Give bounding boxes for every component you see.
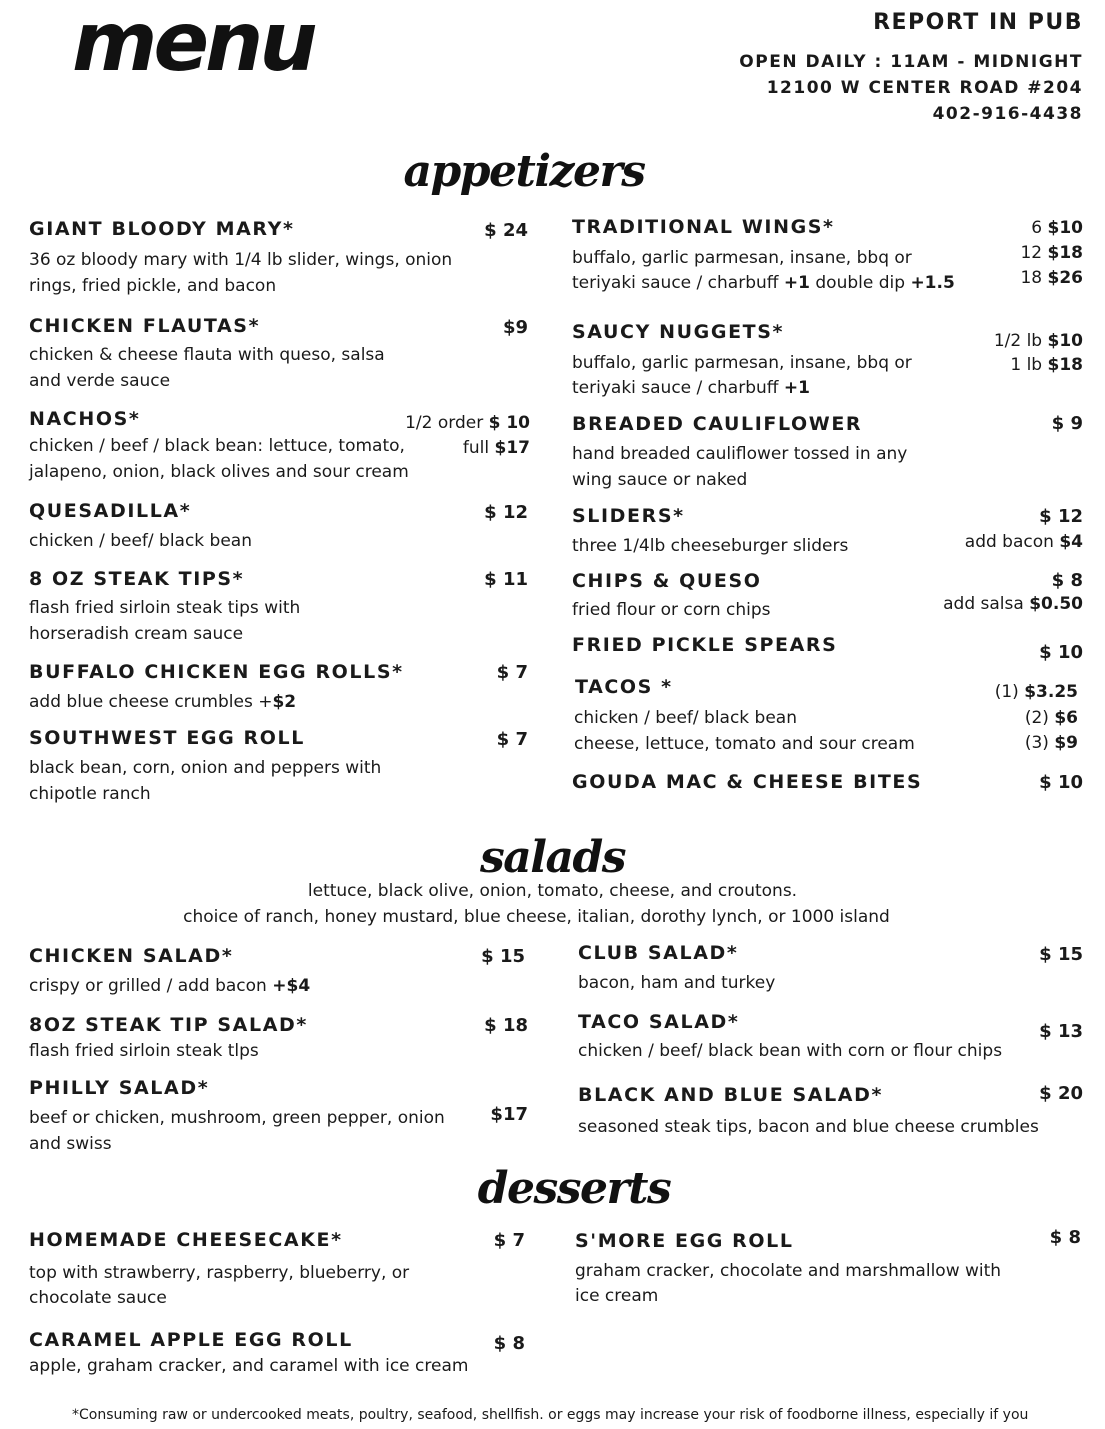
item-description: rings, fried pickle, and bacon [29, 276, 277, 296]
item-name: NACHOS* [29, 408, 141, 430]
price-value: $9 [1054, 733, 1078, 753]
price-tier [1020, 266, 1083, 291]
price-label: (3) [1024, 733, 1055, 753]
item-price: $ 7 [496, 662, 528, 683]
item-description: ice cream [575, 1286, 659, 1306]
item-price: $ 10 [1039, 642, 1083, 663]
price-tier [995, 680, 1078, 705]
item-price: $ 9 [1051, 413, 1083, 434]
price-label: 6 [1031, 218, 1048, 238]
desc-text: double dip [809, 273, 911, 293]
desc-text: teriyaki sauce / charbuff [572, 273, 784, 293]
item-price: $ 7 [493, 1230, 525, 1251]
item-description: top with strawberry, raspberry, blueberry, or [29, 1263, 410, 1283]
price-value: $10 [1047, 218, 1083, 238]
item-name: BLACK AND BLUE SALAD* [578, 1084, 884, 1106]
item-description: chocolate sauce [29, 1288, 167, 1308]
item-price: $17 [490, 1104, 528, 1125]
item-description [29, 689, 296, 715]
item-price: $ 12 [484, 502, 528, 523]
item-description: and swiss [29, 1134, 112, 1154]
phone: 402-916-4438 [932, 104, 1083, 124]
item-name: GOUDA MAC & CHEESE BITES [572, 771, 923, 793]
price-value: $26 [1047, 268, 1083, 288]
item-description: hand breaded cauliflower tossed in any [572, 444, 908, 464]
item-name: BREADED CAULIFLOWER [572, 413, 863, 435]
appetizers-heading: appetizers [403, 146, 645, 197]
item-description: chicken & cheese flauta with queso, salsa [29, 345, 385, 365]
item-description [572, 375, 810, 401]
price-value: $3.25 [1024, 682, 1078, 702]
salads-heading: salads [479, 832, 626, 883]
item-description: 36 oz bloody mary with 1/4 lb slider, wings, onion [29, 250, 453, 270]
address: 12100 W CENTER ROAD #204 [766, 78, 1083, 98]
item-description: cheese, lettuce, tomato and sour cream [574, 734, 915, 754]
item-price: $ 15 [481, 946, 525, 967]
price-label: 1 lb [1010, 355, 1048, 375]
price-tier [1025, 706, 1078, 731]
item-price-full [463, 436, 530, 461]
addon-value: $0.50 [1029, 594, 1083, 614]
item-name: S'MORE EGG ROLL [575, 1230, 794, 1252]
salads-dressings: choice of ranch, honey mustard, blue cheese, italian, dorothy lynch, or 1000 island [183, 907, 890, 927]
item-price: $ 8 [1049, 1227, 1081, 1248]
item-description: chicken / beef/ black bean with corn or flour chips [578, 1041, 1003, 1061]
item-name: 8OZ STEAK TIP SALAD* [29, 1014, 308, 1036]
item-description: wing sauce or naked [572, 470, 748, 490]
item-description: chipotle ranch [29, 784, 151, 804]
desc-addon-price: $2 [272, 692, 297, 712]
price-value: $17 [494, 438, 530, 458]
desserts-heading: desserts [477, 1163, 671, 1214]
price-label: 18 [1020, 268, 1048, 288]
item-description: graham cracker, chocolate and marshmallow with [575, 1261, 1002, 1281]
item-description: chicken / beef/ black bean [29, 531, 252, 551]
price-label: full [462, 438, 495, 458]
item-price: $ 8 [493, 1333, 525, 1354]
item-price: $ 11 [484, 569, 528, 590]
salads-intro: lettuce, black olive, onion, tomato, cheese, and croutons. [307, 881, 798, 901]
price-label: (2) [1024, 708, 1055, 728]
item-description: flash fried sirloin steak tlps [29, 1041, 259, 1061]
item-description: and verde sauce [29, 371, 171, 391]
desc-addon-price: +1 [783, 273, 810, 293]
item-name: GIANT BLOODY MARY* [29, 218, 295, 240]
item-name: TACO SALAD* [578, 1011, 740, 1033]
item-name: CHICKEN FLAUTAS* [29, 315, 261, 337]
menu-logo: menu [72, 0, 314, 90]
price-tier [1020, 241, 1083, 266]
item-price: $ 24 [484, 220, 528, 241]
item-name: SOUTHWEST EGG ROLL [29, 727, 305, 749]
item-name: SAUCY NUGGETS* [572, 321, 785, 343]
item-name: CHIPS & QUESO [572, 570, 762, 592]
addon-label: add salsa [943, 594, 1030, 614]
desc-text: crispy or grilled / add bacon [29, 976, 273, 996]
item-description: fried flour or corn chips [572, 600, 771, 620]
addon-price [965, 530, 1083, 555]
item-name: QUESADILLA* [29, 500, 192, 522]
price-tier [1025, 731, 1078, 756]
desc-addon-price: +1 [783, 378, 810, 398]
item-description: black bean, corn, onion and peppers with [29, 758, 382, 778]
desc-text: teriyaki sauce / charbuff [572, 378, 784, 398]
item-name: TACOS * [575, 676, 673, 698]
item-price: $ 10 [1039, 772, 1083, 793]
price-label: 1/2 lb [993, 331, 1048, 351]
item-description [29, 973, 310, 999]
item-name: PHILLY SALAD* [29, 1077, 210, 1099]
item-description: chicken / beef/ black bean [574, 708, 797, 728]
item-description: horseradish cream sauce [29, 624, 244, 644]
desc-addon-price: +$4 [272, 976, 311, 996]
item-description: bacon, ham and turkey [578, 973, 776, 993]
pub-name: REPORT IN PUB [873, 10, 1083, 35]
price-label: 12 [1020, 243, 1048, 263]
item-description: chicken / beef / black bean: lettuce, tomato, [29, 436, 405, 456]
item-price: $9 [502, 317, 528, 338]
item-description: buffalo, garlic parmesan, insane, bbq or [572, 248, 912, 268]
item-name: CHICKEN SALAD* [29, 945, 234, 967]
addon-price [943, 592, 1083, 617]
item-description [572, 270, 955, 296]
price-label: (1) [994, 682, 1025, 702]
item-name: SLIDERS* [572, 505, 685, 527]
price-tier [1010, 353, 1083, 378]
item-description: apple, graham cracker, and caramel with ice cream [29, 1356, 469, 1376]
item-description: flash fried sirloin steak tips with [29, 598, 301, 618]
item-price: $ 7 [496, 729, 528, 750]
item-price: $ 8 [1051, 570, 1083, 591]
foodborne-disclaimer: *Consuming raw or undercooked meats, poultry, seafood, shellfish. or eggs may increase your risk of foodborne illness, especially if you [72, 1407, 1029, 1423]
price-value: $ 10 [488, 413, 530, 433]
price-value: $18 [1047, 355, 1083, 375]
item-price: $ 15 [1039, 944, 1083, 965]
item-description: beef or chicken, mushroom, green pepper, onion [29, 1108, 445, 1128]
item-price: $ 18 [484, 1015, 528, 1036]
desc-text: add blue cheese crumbles + [29, 692, 273, 712]
item-name: BUFFALO CHICKEN EGG ROLLS* [29, 661, 404, 683]
price-tier [994, 329, 1083, 354]
price-value: $18 [1047, 243, 1083, 263]
price-value: $10 [1047, 331, 1083, 351]
addon-value: $4 [1059, 532, 1083, 552]
desc-addon-price: +1.5 [910, 273, 955, 293]
item-name: TRADITIONAL WINGS* [572, 216, 835, 238]
price-tier [1031, 216, 1083, 241]
item-description: jalapeno, onion, black olives and sour cream [29, 462, 409, 482]
item-name: 8 OZ STEAK TIPS* [29, 568, 245, 590]
item-name: HOMEMADE CHEESECAKE* [29, 1229, 343, 1251]
item-price-half [405, 411, 530, 436]
item-price: $ 13 [1039, 1021, 1083, 1042]
item-description: buffalo, garlic parmesan, insane, bbq or [572, 353, 912, 373]
item-price: $ 12 [1039, 506, 1083, 527]
addon-label: add bacon [964, 532, 1060, 552]
item-name: CARAMEL APPLE EGG ROLL [29, 1329, 353, 1351]
price-value: $6 [1054, 708, 1078, 728]
item-name: FRIED PICKLE SPEARS [572, 634, 838, 656]
item-price: $ 20 [1039, 1083, 1083, 1104]
item-description: three 1/4lb cheeseburger sliders [572, 536, 849, 556]
item-description: seasoned steak tips, bacon and blue cheese crumbles [578, 1117, 1039, 1137]
hours: OPEN DAILY : 11AM - MIDNIGHT [739, 52, 1083, 72]
item-name: CLUB SALAD* [578, 942, 739, 964]
price-label: 1/2 order [405, 413, 489, 433]
